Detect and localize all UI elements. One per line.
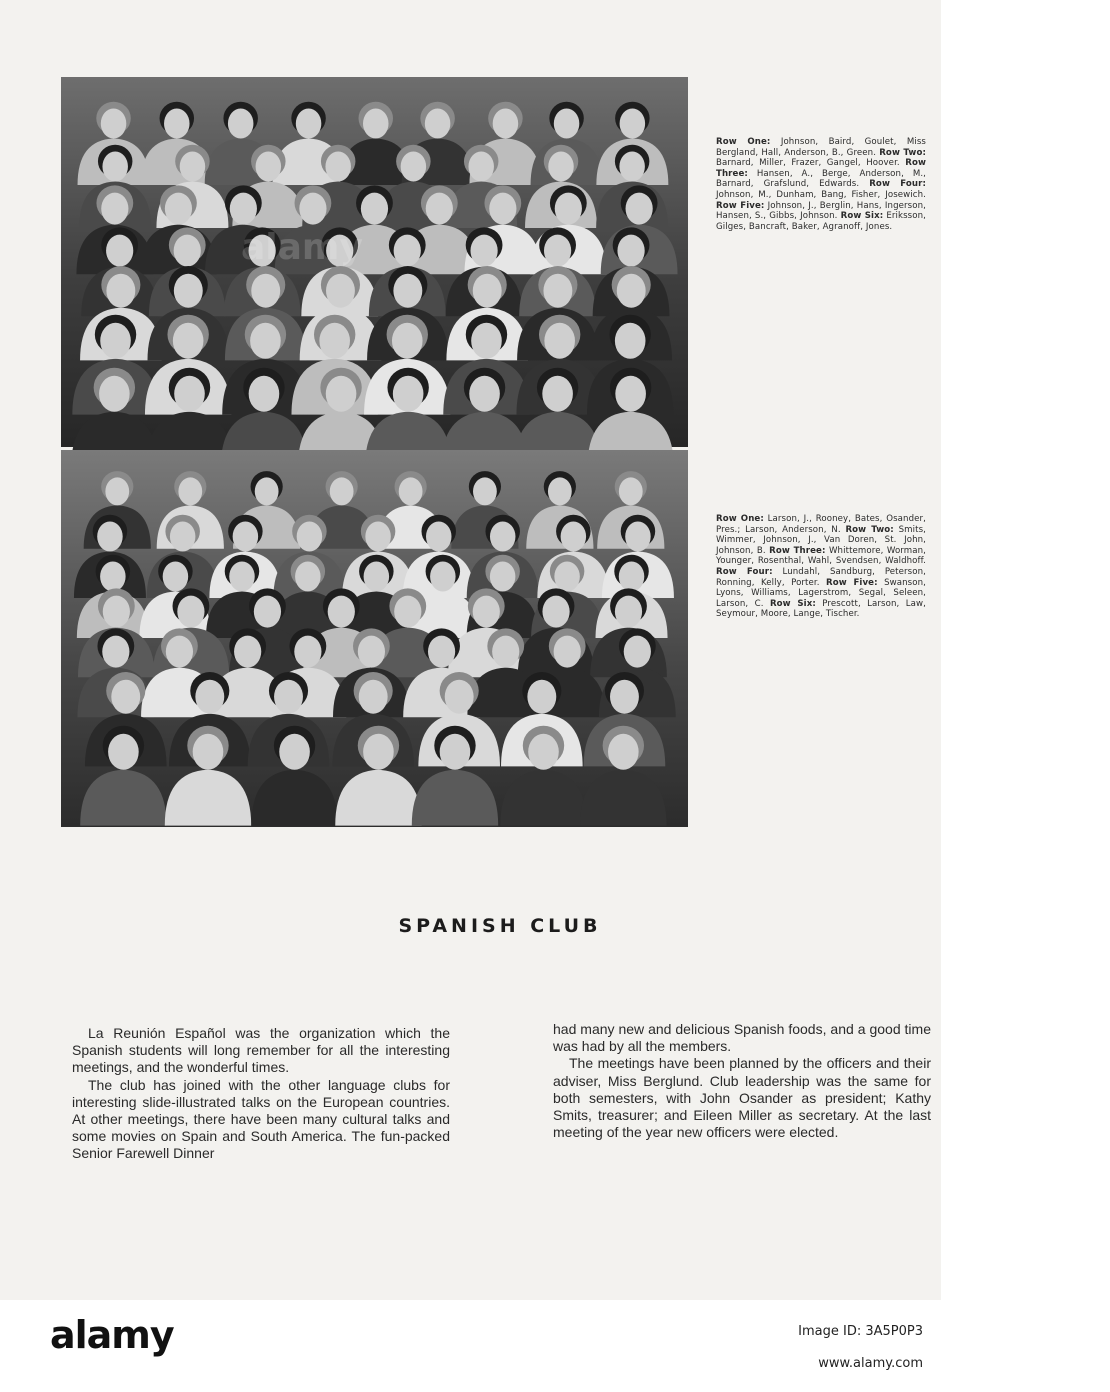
image-url: www.alamy.com: [818, 1356, 923, 1371]
caption-row-names: Eriksson, Gilges, Bancraft, Baker, Agranoff, Jones.: [716, 211, 926, 232]
body-column-left: [72, 1025, 450, 1163]
caption-row-label: Row Three:: [769, 545, 826, 556]
group-photo-bottom: [61, 450, 688, 827]
photo-bottom-caption: [716, 514, 926, 620]
group-photo-bottom-figures: [61, 450, 688, 827]
caption-row-label: Row Two:: [845, 524, 894, 535]
caption-row-names: Hansen, A., Berge, Anderson, M., Barnard, Grafslund, Edwards.: [716, 168, 926, 190]
caption-row-names: Prescott, Larson, Law, Seymour, Moore, Lange, Tischer.: [716, 598, 926, 620]
caption-row-label: Row One:: [716, 137, 771, 147]
watermark-text: alamy: [241, 227, 363, 268]
caption-row-label: Row Four:: [869, 179, 927, 190]
caption-row-label: Row Six:: [769, 598, 816, 609]
group-photo-top-figures: [61, 77, 688, 447]
caption-row-names: Johnson, M., Dunham, Bang, Fisher, Josewich.: [716, 189, 926, 200]
caption-row-names: Larson, J., Rooney, Bates, Osander, Pres.; Larson, Anderson, N.: [716, 514, 926, 535]
alamy-logo: alamy: [50, 1313, 174, 1357]
caption-row-label: Row Four:: [716, 566, 773, 577]
group-photo-top: [61, 77, 688, 447]
page-title: SPANISH CLUB: [398, 915, 602, 937]
caption-row-names: Smits, Wimmer, Johnson, J., Van Doren, St. John, Johnson, B.: [716, 524, 926, 556]
caption-row-label: Row One:: [716, 514, 764, 524]
body-paragraph: had many new and delicious Spanish foods, and a good time was had by all the members.: [553, 1021, 931, 1055]
caption-row-label: Row Three:: [716, 158, 926, 179]
body-paragraph: The meetings have been planned by the officers and their adviser, Miss Berglund. Club leadership was the same for both semesters, with John Osander as president; Kathy Smits, treasurer; and Eileen Miller as secretary. At the last meeting of the year new officers were elected.: [553, 1055, 931, 1141]
caption-row-names: Lundahl, Sandburg, Peterson, Ronning, Kelly, Porter.: [716, 566, 926, 588]
body-paragraph: La Reunión Español was the organization which the Spanish students will long remember for all the interesting meetings, and the wonderful times.: [72, 1025, 450, 1076]
image-id: Image ID: 3A5P0P3: [798, 1324, 923, 1339]
caption-row-names: Johnson, J., Berglin, Hans, Ingerson, Hansen, S., Gibbs, Johnson.: [716, 200, 926, 222]
body-column-right: [553, 1021, 931, 1141]
photo-top-caption: [716, 137, 926, 232]
caption-row-names: Whittemore, Worman, Younger, Rosenthal, Wahl, Svendsen, Waldhoff.: [716, 545, 927, 567]
caption-row-names: Swanson, Lyons, Williams, Lagerstrom, Segal, Seleen, Larson, C.: [716, 577, 926, 609]
caption-row-label: Row Five:: [716, 200, 765, 211]
caption-row-names: Barnard, Miller, Frazer, Gangel, Hoover.: [716, 158, 906, 169]
caption-row-label: Row Five:: [826, 577, 878, 588]
caption-row-label: Row Six:: [840, 211, 884, 222]
caption-row-label: Row Two:: [879, 147, 927, 158]
caption-row-names: Johnson, Baird, Goulet, Miss Bergland, Hall, Anderson, B., Green.: [716, 137, 926, 158]
body-paragraph: The club has joined with the other language clubs for interesting slide-illustrated talks on the European countries. At other meetings, there have been many cultural talks and some movies on Spain and South America. The fun-packed Senior Farewell Dinner: [72, 1076, 450, 1162]
